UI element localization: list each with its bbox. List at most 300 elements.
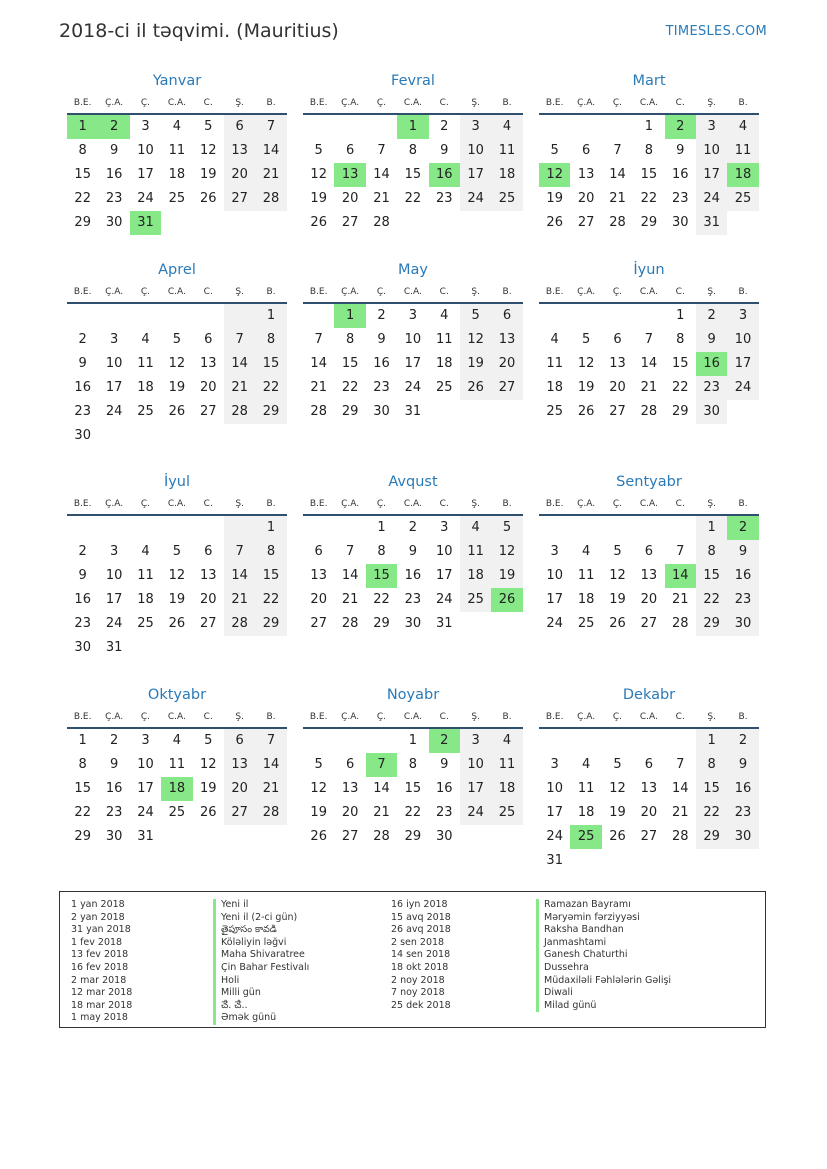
day-cell: 22 bbox=[74, 191, 91, 206]
day-cell: 28 bbox=[255, 801, 286, 825]
weekday-header bbox=[67, 494, 287, 516]
day-cell: 20 bbox=[224, 163, 255, 187]
day-cell: 26 bbox=[609, 616, 626, 631]
month-name: Aprel bbox=[158, 262, 196, 278]
weekday-label: B.E. bbox=[73, 98, 92, 108]
day-cell: 17 bbox=[546, 805, 563, 820]
day-cell: 17 bbox=[137, 781, 154, 796]
holiday-date: 1 may 2018 bbox=[71, 1012, 128, 1024]
day-cell: 2 bbox=[696, 304, 727, 328]
day-cell: 14 bbox=[373, 781, 390, 796]
day-cell: 4 bbox=[141, 332, 150, 347]
day-cell: 8 bbox=[255, 540, 286, 564]
day-cell: 3 bbox=[460, 115, 491, 139]
weekday-label: Ç.A. bbox=[105, 499, 124, 509]
day-cell: 15 bbox=[404, 781, 422, 796]
day-cell: 10 bbox=[727, 328, 758, 352]
empty-cell bbox=[539, 304, 570, 328]
weekday-label: C. bbox=[203, 287, 213, 297]
month-name: Fevral bbox=[391, 73, 435, 89]
day-cell: 11 bbox=[435, 332, 453, 347]
day-cell: 16 bbox=[727, 777, 758, 801]
page-title: 2018-ci il təqvimi. (Mauritius) bbox=[59, 20, 339, 42]
day-cell: 20 bbox=[491, 352, 522, 376]
holiday-day-cell: 1 bbox=[67, 115, 98, 139]
empty-cell bbox=[633, 516, 664, 540]
day-cell: 10 bbox=[105, 356, 123, 371]
day-cell: 12 bbox=[609, 568, 626, 583]
weekday-label: B. bbox=[502, 499, 512, 509]
day-cell: 7 bbox=[676, 757, 685, 772]
empty-cell bbox=[570, 729, 601, 753]
weekday-label: Ç.A. bbox=[341, 499, 360, 509]
day-cell: 10 bbox=[696, 139, 727, 163]
month-2 bbox=[539, 71, 759, 235]
day-cell: 8 bbox=[255, 328, 286, 352]
day-cell: 15 bbox=[696, 564, 727, 588]
day-grid bbox=[303, 115, 523, 235]
weekday-label: B.E. bbox=[545, 98, 564, 108]
weekday-label: C. bbox=[675, 712, 685, 722]
weekday-label: B. bbox=[738, 98, 748, 108]
day-cell: 16 bbox=[727, 564, 758, 588]
day-cell: 6 bbox=[224, 729, 255, 753]
day-cell: 21 bbox=[255, 163, 286, 187]
empty-cell bbox=[570, 115, 601, 139]
day-cell: 8 bbox=[696, 540, 727, 564]
day-cell: 25 bbox=[137, 404, 154, 419]
day-cell: 29 bbox=[640, 215, 658, 230]
month-name: Mart bbox=[632, 73, 666, 89]
empty-cell bbox=[193, 304, 224, 328]
day-cell: 16 bbox=[105, 781, 123, 796]
day-cell: 30 bbox=[696, 400, 727, 424]
day-cell: 10 bbox=[105, 568, 123, 583]
day-cell: 13 bbox=[491, 328, 522, 352]
day-cell: 16 bbox=[671, 167, 689, 182]
day-cell: 25 bbox=[137, 616, 154, 631]
day-cell: 15 bbox=[671, 356, 689, 371]
day-grid bbox=[303, 729, 523, 849]
day-cell: 3 bbox=[109, 332, 119, 347]
day-cell: 26 bbox=[199, 805, 217, 820]
day-cell: 27 bbox=[491, 376, 522, 400]
day-cell: 8 bbox=[644, 143, 653, 158]
day-cell: 3 bbox=[550, 757, 559, 772]
day-cell: 12 bbox=[168, 568, 186, 583]
weekday-header bbox=[67, 282, 287, 304]
empty-cell bbox=[161, 516, 192, 540]
holiday-day-cell: 2 bbox=[98, 115, 129, 139]
day-cell: 24 bbox=[137, 805, 154, 820]
empty-cell bbox=[303, 115, 334, 139]
day-cell: 11 bbox=[168, 143, 186, 158]
day-cell: 30 bbox=[727, 825, 758, 849]
day-cell: 4 bbox=[491, 729, 522, 753]
day-cell: 6 bbox=[224, 115, 255, 139]
holiday-day-cell: 15 bbox=[366, 564, 397, 588]
empty-cell bbox=[98, 516, 129, 540]
day-cell: 26 bbox=[168, 404, 186, 419]
day-cell: 21 bbox=[609, 191, 626, 206]
day-cell: 6 bbox=[345, 143, 355, 158]
day-cell: 5 bbox=[314, 143, 323, 158]
day-cell: 21 bbox=[341, 592, 359, 607]
day-cell: 9 bbox=[78, 356, 87, 371]
day-cell: 21 bbox=[255, 777, 286, 801]
day-cell: 20 bbox=[341, 191, 359, 206]
empty-cell bbox=[303, 516, 334, 540]
holiday-name: Müdaxiləli Fəhlələrin Gəlişi bbox=[536, 975, 671, 988]
weekday-label: B.E. bbox=[309, 98, 328, 108]
day-cell: 3 bbox=[696, 115, 727, 139]
weekday-label: Ş. bbox=[471, 499, 480, 509]
day-cell: 11 bbox=[137, 568, 154, 583]
day-cell: 2 bbox=[440, 119, 449, 134]
day-cell: 30 bbox=[727, 612, 758, 636]
day-cell: 8 bbox=[676, 332, 685, 347]
day-cell: 14 bbox=[373, 167, 390, 182]
day-cell: 16 bbox=[373, 356, 390, 371]
weekday-label: C.A. bbox=[639, 712, 658, 722]
day-cell: 20 bbox=[577, 191, 595, 206]
day-cell: 3 bbox=[727, 304, 758, 328]
holiday-day-cell: 26 bbox=[491, 588, 522, 612]
weekday-label: Ç. bbox=[140, 712, 151, 722]
holiday-date: 15 avq 2018 bbox=[391, 911, 451, 923]
day-cell: 23 bbox=[435, 191, 453, 206]
day-cell: 31 bbox=[696, 211, 727, 235]
day-cell: 30 bbox=[74, 428, 91, 443]
day-cell: 21 bbox=[224, 376, 255, 400]
day-cell: 8 bbox=[408, 143, 417, 158]
day-cell: 25 bbox=[168, 191, 186, 206]
weekday-label: Ç. bbox=[612, 712, 623, 722]
day-cell: 26 bbox=[199, 191, 217, 206]
day-cell: 19 bbox=[577, 380, 595, 395]
month-4 bbox=[303, 260, 523, 424]
day-cell: 28 bbox=[310, 404, 327, 419]
day-cell: 9 bbox=[696, 328, 727, 352]
day-cell: 26 bbox=[609, 829, 626, 844]
holiday-date: 2 yan 2018 bbox=[71, 911, 125, 923]
day-cell: 31 bbox=[404, 404, 422, 419]
day-cell: 23 bbox=[74, 404, 91, 419]
weekday-header bbox=[67, 93, 287, 115]
holiday-date: 14 sen 2018 bbox=[391, 949, 451, 961]
day-cell: 23 bbox=[373, 380, 390, 395]
holiday-day-cell: 12 bbox=[539, 163, 570, 187]
day-cell: 16 bbox=[435, 781, 453, 796]
day-cell: 17 bbox=[460, 777, 491, 801]
day-cell: 14 bbox=[224, 564, 255, 588]
day-cell: 14 bbox=[224, 352, 255, 376]
day-cell: 11 bbox=[460, 540, 491, 564]
day-cell: 5 bbox=[204, 119, 213, 134]
weekday-header bbox=[303, 707, 523, 729]
day-cell: 29 bbox=[373, 616, 390, 631]
weekday-label: Ç.A. bbox=[105, 287, 124, 297]
weekday-label: Ç. bbox=[140, 98, 151, 108]
month-name: Dekabr bbox=[622, 687, 676, 703]
day-cell: 9 bbox=[109, 143, 119, 158]
day-cell: 13 bbox=[224, 753, 255, 777]
day-cell: 12 bbox=[199, 757, 217, 772]
day-cell: 1 bbox=[676, 308, 685, 323]
weekday-label: Ç. bbox=[612, 499, 623, 509]
day-cell: 19 bbox=[168, 380, 186, 395]
day-cell: 18 bbox=[168, 167, 186, 182]
holiday-dates-col-1 bbox=[71, 899, 132, 1025]
day-cell: 9 bbox=[377, 332, 386, 347]
month-name: May bbox=[398, 262, 428, 278]
weekday-label: B. bbox=[502, 287, 512, 297]
weekday-label: C.A. bbox=[639, 499, 658, 509]
weekday-header bbox=[539, 707, 759, 729]
holiday-date: 2 mar 2018 bbox=[71, 974, 127, 986]
day-cell: 14 bbox=[640, 356, 658, 371]
day-cell: 5 bbox=[172, 332, 181, 347]
day-cell: 10 bbox=[460, 139, 491, 163]
day-cell: 11 bbox=[168, 757, 186, 772]
day-cell: 19 bbox=[609, 805, 626, 820]
day-cell: 27 bbox=[640, 616, 658, 631]
weekday-label: B. bbox=[266, 287, 276, 297]
holiday-name: Ramazan Bayramı bbox=[536, 899, 671, 912]
day-cell: 18 bbox=[137, 380, 154, 395]
holiday-date: 2 noy 2018 bbox=[391, 974, 445, 986]
day-cell: 23 bbox=[696, 376, 727, 400]
weekday-label: B. bbox=[266, 499, 276, 509]
weekday-label: B.E. bbox=[309, 287, 328, 297]
day-cell: 30 bbox=[105, 829, 123, 844]
weekday-label: Ş. bbox=[471, 98, 480, 108]
day-cell: 10 bbox=[546, 781, 563, 796]
weekday-header bbox=[303, 494, 523, 516]
day-cell: 7 bbox=[255, 729, 286, 753]
day-cell: 10 bbox=[404, 332, 422, 347]
day-cell: 9 bbox=[440, 757, 449, 772]
day-cell: 3 bbox=[109, 544, 119, 559]
day-cell: 4 bbox=[440, 308, 449, 323]
day-cell: 1 bbox=[255, 304, 286, 328]
empty-cell bbox=[334, 516, 365, 540]
day-cell: 15 bbox=[74, 167, 91, 182]
day-cell: 1 bbox=[78, 733, 87, 748]
weekday-header bbox=[303, 282, 523, 304]
empty-cell bbox=[67, 516, 98, 540]
day-cell: 19 bbox=[310, 805, 327, 820]
holiday-date: 16 iyn 2018 bbox=[391, 899, 448, 910]
weekday-label: Ç.A. bbox=[341, 98, 360, 108]
weekday-label: Ş. bbox=[235, 287, 244, 297]
day-cell: 20 bbox=[199, 592, 217, 607]
holiday-date: 12 mar 2018 bbox=[71, 987, 133, 999]
day-cell: 31 bbox=[105, 640, 123, 655]
day-cell: 25 bbox=[168, 805, 186, 820]
day-cell: 1 bbox=[696, 516, 727, 540]
brand-link[interactable]: TIMESLES.COM bbox=[665, 24, 767, 39]
weekday-label: B. bbox=[502, 712, 512, 722]
weekday-label: C. bbox=[675, 499, 685, 509]
day-cell: 11 bbox=[491, 139, 522, 163]
day-cell: 17 bbox=[696, 163, 727, 187]
holiday-names-col-2 bbox=[536, 899, 671, 1012]
day-cell: 20 bbox=[640, 805, 658, 820]
weekday-header bbox=[67, 707, 287, 729]
day-cell: 23 bbox=[671, 191, 689, 206]
day-cell: 15 bbox=[404, 167, 422, 182]
weekday-header bbox=[539, 282, 759, 304]
day-cell: 2 bbox=[727, 729, 758, 753]
day-cell: 9 bbox=[727, 753, 758, 777]
holiday-name: Ganesh Chaturthi bbox=[536, 949, 671, 962]
weekday-label: B.E. bbox=[309, 499, 328, 509]
holiday-dates-col-2 bbox=[391, 899, 451, 1012]
holiday-name: Diwali bbox=[536, 987, 671, 1000]
holiday-name: Dussehra bbox=[536, 962, 671, 975]
weekday-label: B.E. bbox=[545, 499, 564, 509]
day-cell: 16 bbox=[74, 592, 91, 607]
day-cell: 24 bbox=[435, 592, 453, 607]
weekday-label: C.A. bbox=[403, 287, 422, 297]
day-cell: 25 bbox=[491, 187, 522, 211]
month-0 bbox=[67, 71, 287, 235]
day-cell: 20 bbox=[640, 592, 658, 607]
day-cell: 18 bbox=[577, 592, 595, 607]
holiday-day-cell: 7 bbox=[366, 753, 397, 777]
day-cell: 23 bbox=[435, 805, 453, 820]
weekday-label: C. bbox=[439, 499, 449, 509]
empty-cell bbox=[602, 729, 633, 753]
weekday-label: Ş. bbox=[235, 499, 244, 509]
day-cell: 10 bbox=[137, 143, 154, 158]
weekday-label: Ç. bbox=[376, 98, 387, 108]
holiday-name: Əmək günü bbox=[213, 1012, 309, 1025]
day-cell: 18 bbox=[577, 805, 595, 820]
day-cell: 22 bbox=[640, 191, 658, 206]
day-grid bbox=[539, 304, 759, 424]
day-grid bbox=[67, 115, 287, 235]
day-grid bbox=[67, 729, 287, 849]
holiday-date: 1 fev 2018 bbox=[71, 936, 123, 948]
empty-cell bbox=[303, 729, 334, 753]
empty-cell bbox=[539, 516, 570, 540]
day-cell: 14 bbox=[609, 167, 626, 182]
day-cell: 19 bbox=[491, 564, 522, 588]
day-cell: 11 bbox=[491, 753, 522, 777]
day-grid bbox=[539, 729, 759, 873]
day-cell: 26 bbox=[310, 829, 327, 844]
day-cell: 9 bbox=[440, 143, 449, 158]
day-cell: 28 bbox=[341, 616, 359, 631]
day-grid bbox=[303, 516, 523, 636]
holiday-day-cell: 2 bbox=[665, 115, 696, 139]
day-cell: 18 bbox=[137, 592, 154, 607]
day-grid bbox=[539, 516, 759, 636]
weekday-label: C.A. bbox=[167, 499, 186, 509]
holiday-date: 7 noy 2018 bbox=[391, 987, 445, 999]
holiday-name: Janmashtami bbox=[536, 937, 671, 950]
day-cell: 13 bbox=[224, 139, 255, 163]
day-cell: 4 bbox=[172, 119, 181, 134]
day-cell: 4 bbox=[581, 544, 591, 559]
day-cell: 29 bbox=[341, 404, 359, 419]
day-cell: 28 bbox=[640, 404, 658, 419]
weekday-label: Ş. bbox=[707, 712, 716, 722]
empty-cell bbox=[539, 729, 570, 753]
day-cell: 17 bbox=[105, 380, 123, 395]
day-cell: 9 bbox=[78, 568, 87, 583]
weekday-label: C. bbox=[439, 712, 449, 722]
day-cell: 19 bbox=[168, 592, 186, 607]
day-cell: 4 bbox=[460, 516, 491, 540]
day-cell: 16 bbox=[404, 568, 422, 583]
holiday-names-col-1 bbox=[213, 899, 309, 1025]
day-cell: 5 bbox=[613, 544, 622, 559]
day-cell: 15 bbox=[341, 356, 359, 371]
day-cell: 27 bbox=[609, 404, 626, 419]
day-cell: 1 bbox=[644, 119, 653, 134]
holiday-name: Yeni il bbox=[213, 899, 309, 912]
day-cell: 24 bbox=[696, 187, 727, 211]
empty-cell bbox=[130, 516, 161, 540]
day-grid bbox=[67, 516, 287, 660]
holiday-name: Raksha Bandhan bbox=[536, 924, 671, 937]
weekday-label: C.A. bbox=[403, 98, 422, 108]
day-cell: 7 bbox=[676, 544, 685, 559]
day-cell: 17 bbox=[546, 592, 563, 607]
day-cell: 3 bbox=[141, 733, 150, 748]
weekday-label: Ç. bbox=[376, 287, 387, 297]
holiday-name: తైపూసం కావడి bbox=[213, 924, 309, 937]
day-cell: 5 bbox=[460, 304, 491, 328]
day-cell: 25 bbox=[491, 801, 522, 825]
holiday-date: 18 okt 2018 bbox=[391, 961, 449, 973]
day-cell: 2 bbox=[109, 733, 119, 748]
holiday-list bbox=[59, 891, 766, 1028]
day-cell: 17 bbox=[404, 356, 422, 371]
day-cell: 2 bbox=[408, 520, 417, 535]
day-cell: 3 bbox=[141, 119, 150, 134]
day-cell: 19 bbox=[460, 352, 491, 376]
month-name: Noyabr bbox=[386, 687, 440, 703]
day-cell: 11 bbox=[137, 356, 154, 371]
day-cell: 30 bbox=[74, 640, 91, 655]
day-cell: 10 bbox=[460, 753, 491, 777]
holiday-day-cell: 16 bbox=[696, 352, 727, 376]
holiday-day-cell: 25 bbox=[570, 825, 601, 849]
day-cell: 22 bbox=[255, 588, 286, 612]
day-cell: 20 bbox=[609, 380, 626, 395]
day-cell: 6 bbox=[613, 332, 622, 347]
holiday-day-cell: 1 bbox=[334, 304, 365, 328]
holiday-name: Məryəmin fərziyyəsi bbox=[536, 912, 671, 925]
weekday-label: B.E. bbox=[545, 287, 564, 297]
day-cell: 27 bbox=[577, 215, 595, 230]
holiday-date: 1 yan 2018 bbox=[71, 899, 125, 910]
weekday-label: C. bbox=[675, 287, 685, 297]
holiday-day-cell: 18 bbox=[727, 163, 758, 187]
empty-cell bbox=[539, 115, 570, 139]
holiday-date: 31 yan 2018 bbox=[71, 924, 131, 936]
month-name: İyul bbox=[163, 474, 191, 490]
day-cell: 3 bbox=[460, 729, 491, 753]
day-cell: 7 bbox=[255, 115, 286, 139]
weekday-label: B. bbox=[266, 98, 276, 108]
day-cell: 13 bbox=[577, 167, 595, 182]
holiday-name: Çin Bahar Festivalı bbox=[213, 962, 309, 975]
